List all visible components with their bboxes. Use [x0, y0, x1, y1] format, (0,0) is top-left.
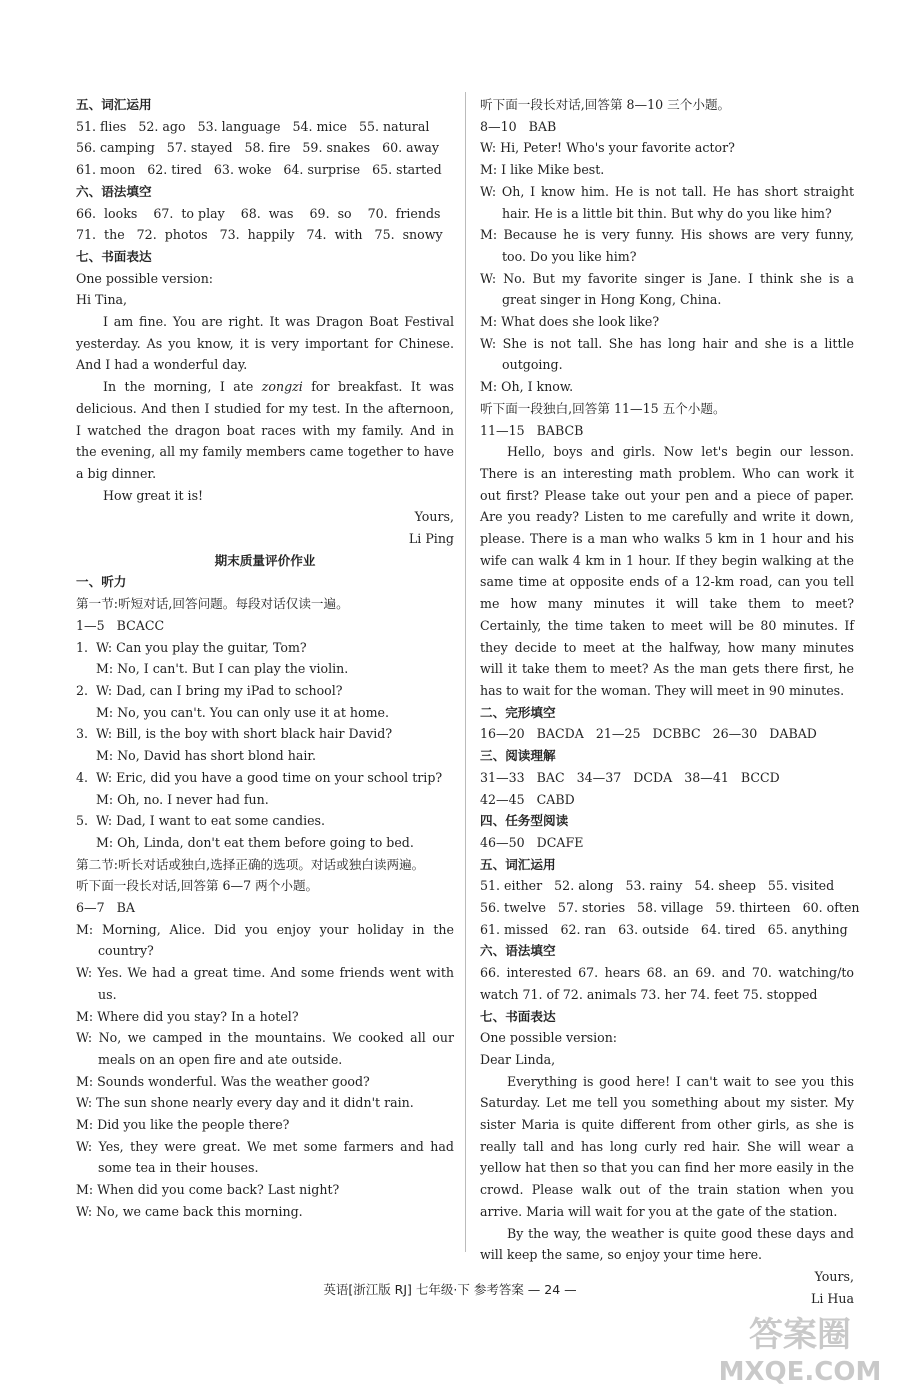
text-line: W: She is not tall. She has long hair and she is a little outgoing. [480, 335, 854, 373]
text-line: M: Oh, no. I never had fun. [76, 791, 269, 807]
text-line: 11—15 BABCB [480, 422, 584, 438]
text-line: 31—33 BAC 34—37 DCDA 38—41 BCCD [480, 769, 780, 785]
text-line: 4. W: Eric, did you have a good time on your school trip? [76, 769, 443, 785]
text-line: 3. W: Bill, is the boy with short black hair David? [76, 726, 393, 742]
text-line: 56. camping 57. stayed 58. fire 59. snakes 60. away [76, 140, 440, 156]
section-heading: 二、完形填空 [480, 704, 556, 720]
text-line: M: Morning, Alice. Did you enjoy your holiday in the country? [76, 921, 454, 959]
text-line: 6—7 BA [76, 900, 135, 916]
text-line: M: Where did you stay? In a hotel? [76, 1008, 299, 1024]
text-line: M: Because he is very funny. His shows are very funny, too. Do you like him? [480, 227, 854, 264]
text-line: M: What does she look like? [480, 314, 660, 330]
text-line: M: Oh, Linda, don't eat them before going to bed. [76, 834, 414, 850]
text-line: Yours, [414, 509, 454, 525]
text-line: I am fine. You are right. It was Dragon Boat Festival yesterday. As you know, it is very important for Chinese. And I had a wonderful day. [76, 314, 454, 373]
section-heading: 七、书面表达 [480, 1008, 556, 1024]
text-line: 51. either 52. along 53. rainy 54. sheep 55. visited [480, 878, 835, 894]
text-line: W: No, we came back this morning. [76, 1203, 303, 1219]
text-line: M: No, I can't. But I can play the violin. [76, 661, 349, 677]
text-line: W: Yes. We had a great time. And some friends went with us. [76, 965, 454, 1002]
watermark-bottom: MXQE.COM [718, 1357, 882, 1386]
section-heading: 五、词汇运用 [76, 97, 152, 112]
section-heading: 六、语法填空 [480, 943, 556, 959]
text-line: 2. W: Dad, can I bring my iPad to school? [76, 682, 343, 698]
text-line: 61. missed 62. ran 63. outside 64. tired 65. anything [480, 921, 848, 937]
text-line: 1—5 BCACC [76, 617, 165, 633]
text-line: In the morning, I ate zongzi for breakfast. It was delicious. And then I studied for my test. In the afternoon, I watched the dragon boat races with my family. And in the evening, all my family members came together to have a big dinner. [76, 379, 454, 481]
section-heading: 一、听力 [76, 574, 127, 590]
text-line: By the way, the weather is quite good these days and will keep the same, so enjoy your time here. [480, 1225, 854, 1263]
watermark-top: 答案圈 [749, 1315, 851, 1355]
text-line: W: Yes, they were great. We met some farmers and had some tea in their houses. [76, 1138, 454, 1176]
text-line: Dear Linda, [480, 1051, 556, 1067]
section-heading: 七、书面表达 [76, 248, 152, 264]
text-line: 46—50 DCAFE [480, 834, 584, 850]
section-heading: 六、语法填空 [76, 183, 152, 199]
text-line: M: When did you come back? Last night? [76, 1182, 340, 1198]
section-heading: 三、阅读理解 [480, 748, 556, 764]
left-column [76, 94, 454, 1223]
section-heading: 期末质量评价作业 [214, 552, 316, 568]
section-heading: 五、词汇运用 [480, 856, 556, 872]
text-line: 56. twelve 57. stories 58. village 59. thirteen 60. often [480, 900, 860, 916]
page-footer: 英语[浙江版 RJ] 七年级·下 参考答案 — 24 — [323, 1282, 577, 1297]
text-line: Hi Tina, [76, 292, 128, 308]
text-line: One possible version: [76, 270, 214, 286]
section-heading: 四、任务型阅读 [480, 813, 569, 829]
text-line: M: I like Mike best. [480, 162, 605, 178]
text-line: M: No, David has short blond hair. [76, 748, 317, 764]
text-line: 66. interested 67. hears 68. an 69. and 70. watching/to watch 71. of 72. animals 73. her 74. feet 75. stopped [480, 965, 854, 1002]
text-line: M: Did you like the people there? [76, 1117, 290, 1133]
text-line: Li Ping [408, 531, 454, 547]
text-line: 1. W: Can you play the guitar, Tom? [76, 639, 307, 655]
text-line: Hello, boys and girls. Now let's begin our lesson. There is an interesting math problem. Who can work it out first? Please take out your pen and a piece of paper. Are you ready? Listen to me carefully and write it down, please. There is a man who walks 5 km in 1 hour and his wife can walk 4 km in 1 hour. If they begin walking at the same time at opposite ends of a 12-km road, can you tell me how many minutes it will take them to meet? Certainly, the time taken to meet will be 80 minutes. If they decide to meet at the halfway, how many minutes will it take them to meet? As the man gets there first, he has to wait for the woman. They will meet in 90 minutes. [480, 444, 854, 698]
text-line: 66. looks 67. to play 68. was 69. so 70. friends [76, 205, 441, 221]
right-column [480, 94, 860, 1309]
text-line: M: No, you can't. You can only use it at home. [76, 704, 389, 720]
text-line: 听下面一段独白,回答第 11—15 五个小题。 [480, 400, 726, 416]
text-line: W: Oh, I know him. He is not tall. He has short straight hair. He is a little bit thin. But why do you like him? [480, 183, 854, 221]
text-line: 8—10 BAB [480, 118, 557, 134]
column-divider [465, 92, 466, 1252]
text-line: 第二节:听长对话或独白,选择正确的选项。对话或独白读两遍。 [76, 856, 425, 872]
text-line: 42—45 CABD [480, 791, 575, 807]
text-line: 5. W: Dad, I want to eat some candies. [76, 813, 326, 829]
text-line: Li Hua [811, 1290, 854, 1306]
watermark-logo [705, 1310, 895, 1386]
text-line: 71. the 72. photos 73. happily 74. with 75. snowy [76, 227, 443, 243]
text-line: How great it is! [103, 487, 204, 503]
text-line: M: Sounds wonderful. Was the weather good? [76, 1073, 370, 1089]
text-line: One possible version: [480, 1030, 618, 1046]
text-line: 听下面一段长对话,回答第 6—7 两个小题。 [76, 878, 319, 894]
text-line: 第一节:听短对话,回答问题。每段对话仅读一遍。 [76, 596, 349, 612]
text-line: 16—20 BACDA 21—25 DCBBC 26—30 DABAD [480, 726, 817, 742]
text-line: Yours, [814, 1268, 854, 1284]
text-line: M: Oh, I know. [480, 379, 574, 395]
text-line: 51. flies 52. ago 53. language 54. mice 55. natural [76, 118, 430, 134]
text-line: 61. moon 62. tired 63. woke 64. surprise 65. started [76, 162, 442, 178]
text-line: Everything is good here! I can't wait to see you this Saturday. Let me tell you something about my sister. My sister Maria is quite different from other girls, as she is really tall and has long curly red hair. She will wear a yellow hat then so that you can find her more easily in the crowd. Please walk out of the train station when you arrive. Maria will wait for you at the gate of the station. [480, 1073, 854, 1219]
text-line: 听下面一段长对话,回答第 8—10 三个小题。 [480, 97, 731, 112]
text-line: W: No. But my favorite singer is Jane. I think she is a great singer in Hong Kong, China. [480, 270, 854, 308]
text-line: W: Hi, Peter! Who's your favorite actor? [480, 140, 735, 156]
text-line: W: No, we camped in the mountains. We cooked all our meals on an open fire and ate outside. [76, 1030, 454, 1067]
text-line: W: The sun shone nearly every day and it didn't rain. [76, 1095, 414, 1111]
